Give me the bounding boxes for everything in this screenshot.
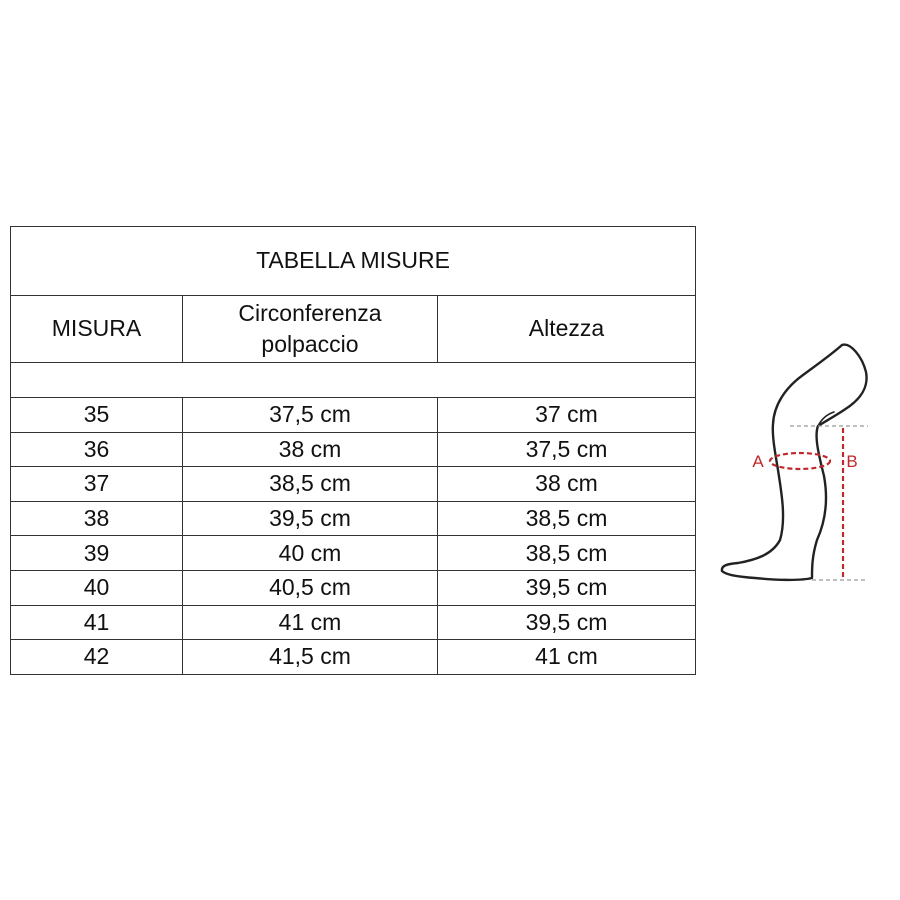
cell-calf: 39,5 cm (183, 501, 438, 536)
cell-calf: 41,5 cm (183, 640, 438, 675)
cell-height: 38 cm (438, 467, 696, 502)
table-row (11, 605, 696, 640)
table-row (11, 467, 696, 502)
cell-calf: 38 cm (183, 432, 438, 467)
spacer-row (11, 363, 696, 398)
table-row (11, 398, 696, 433)
leg-outline (722, 345, 867, 580)
cell-calf: 37,5 cm (183, 398, 438, 433)
cell-size: 42 (11, 640, 183, 675)
spacer-cell (11, 363, 696, 398)
table-title: TABELLA MISURE (11, 227, 696, 296)
cell-height: 39,5 cm (438, 570, 696, 605)
title-row (11, 227, 696, 296)
header-calf-circumference (183, 296, 438, 363)
table-row (11, 640, 696, 675)
cell-size: 41 (11, 605, 183, 640)
cell-size: 36 (11, 432, 183, 467)
cell-height: 37 cm (438, 398, 696, 433)
header-row (11, 296, 696, 363)
table-row (11, 432, 696, 467)
label-b: B (846, 452, 858, 471)
label-a: A (752, 452, 764, 471)
cell-calf: 38,5 cm (183, 467, 438, 502)
cell-height: 38,5 cm (438, 501, 696, 536)
table-row (11, 501, 696, 536)
cell-height: 37,5 cm (438, 432, 696, 467)
cell-height: 41 cm (438, 640, 696, 675)
cell-size: 35 (11, 398, 183, 433)
cell-calf: 40,5 cm (183, 570, 438, 605)
cell-height: 38,5 cm (438, 536, 696, 571)
header-size: MISURA (11, 296, 183, 363)
cell-height: 39,5 cm (438, 605, 696, 640)
cell-size: 37 (11, 467, 183, 502)
cell-size: 39 (11, 536, 183, 571)
header-calf-line2: polpaccio (261, 331, 359, 357)
header-calf-line1: Circonferenza (238, 299, 382, 326)
table-row (11, 570, 696, 605)
cell-calf: 40 cm (183, 536, 438, 571)
header-height: Altezza (438, 296, 696, 363)
size-table (10, 226, 696, 675)
cell-calf: 41 cm (183, 605, 438, 640)
cell-size: 38 (11, 501, 183, 536)
leg-measurement-diagram (718, 340, 870, 585)
cell-size: 40 (11, 570, 183, 605)
table-row (11, 536, 696, 571)
